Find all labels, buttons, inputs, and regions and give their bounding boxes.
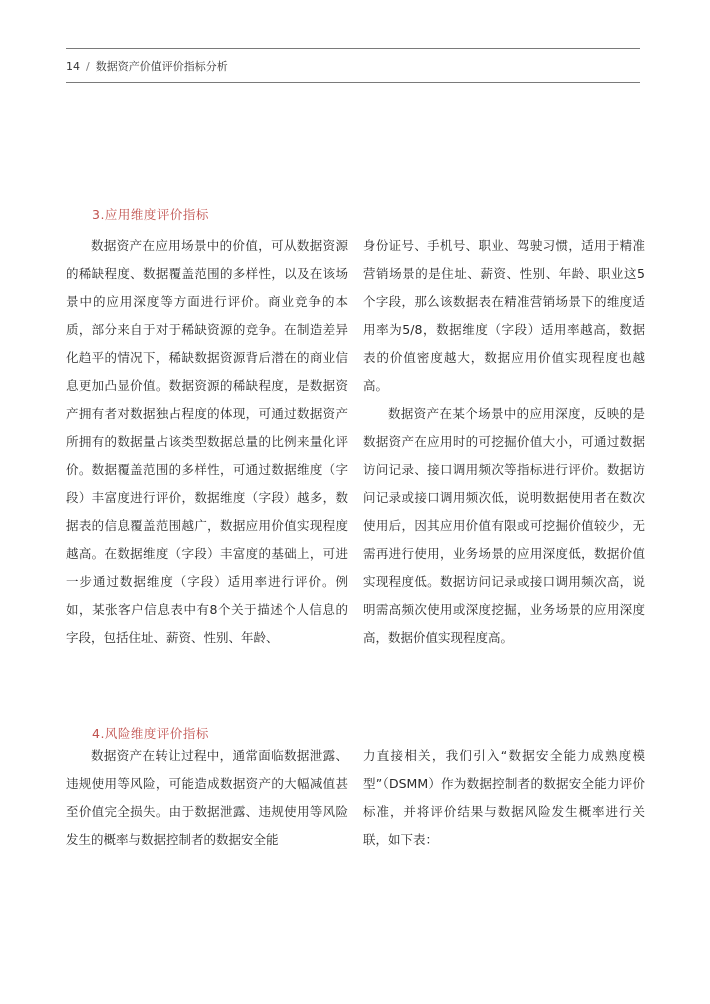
section3-paragraph-2: 数据资产在某个场景中的应用深度，反映的是数据资产在应用时的可挖掘价值大小，可通过数据访问记录、接口调用频次等指标进行评价。数据访问记录或接口调用频次低，说明数据使用者在数次使用后，因其应用价值有限或可挖掘价值较少，无需再进行使用，业务场景的应用深度低，数据价值实现程度低。数据访问记录或接口调用频次高，说明需高频次使用或深度挖掘，业务场景的应用深度高，数据价值实现程度高。 (363, 406, 645, 645)
section4-left-column (66, 742, 348, 854)
section3-right-column (363, 232, 645, 652)
header-separator: / (86, 60, 90, 73)
section3-left-column (66, 232, 348, 652)
header-top-rule (66, 48, 640, 49)
section4-paragraph-1-continued: 力直接相关，我们引入“数据安全能力成熟度模型”（DSMM）作为数据控制者的数据安全能力评价标准，并将评价结果与数据风险发生概率进行关联，如下表： (363, 748, 645, 847)
section4-paragraph-1: 数据资产在转让过程中，通常面临数据泄露、违规使用等风险，可能造成数据资产的大幅减值甚至价值完全损失。由于数据泄露、违规使用等风险发生的概率与数据控制者的数据安全能 (66, 748, 348, 847)
section3-paragraph-1-continued: 身份证号、手机号、职业、驾驶习惯，适用于精准营销场景的是住址、薪资、性别、年龄、职业这5个字段，那么该数据表在精准营销场景下的维度适用率为5/8，数据维度（字段）适用率越高，数据表的价值密度越大，数据应用价值实现程度也越高。 (363, 238, 645, 393)
running-header (66, 56, 228, 78)
header-bottom-rule (66, 82, 640, 83)
section-heading-4: 4.风险维度评价指标 (92, 726, 209, 741)
page-number: 14 (66, 60, 80, 73)
section4-right-column (363, 742, 645, 854)
section3-paragraph-1: 数据资产在应用场景中的价值，可从数据资源的稀缺程度、数据覆盖范围的多样性，以及在该场景中的应用深度等方面进行评价。商业竞争的本质，部分来自于对于稀缺资源的竞争。在制造差异化趋平的情况下，稀缺数据资源背后潜在的商业信息更加凸显价值。数据资源的稀缺程度，是数据资产拥有者对数据独占程度的体现，可通过数据资产所拥有的数据量占该类型数据总量的比例来量化评价。数据覆盖范围的多样性，可通过数据维度（字段）丰富度进行评价，数据维度（字段）越多，数据表的信息覆盖范围越广，数据应用价值实现程度越高。在数据维度（字段）丰富度的基础上，可进一步通过数据维度（字段）适用率进行评价。例如，某张客户信息表中有8个关于描述个人信息的字段，包括住址、薪资、性别、年龄、 (66, 238, 348, 645)
running-title: 数据资产价值评价指标分析 (95, 60, 228, 73)
section-heading-3: 3.应用维度评价指标 (92, 207, 209, 222)
